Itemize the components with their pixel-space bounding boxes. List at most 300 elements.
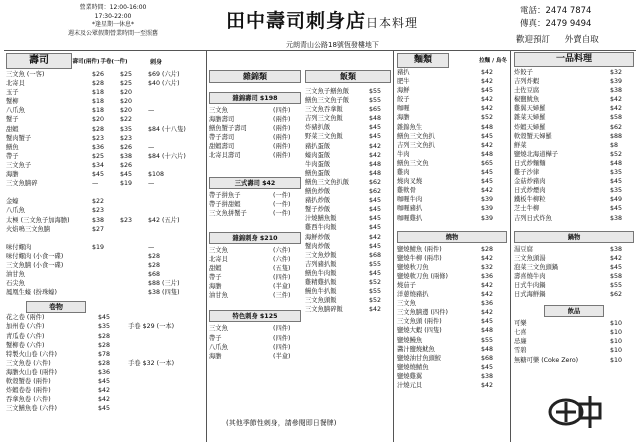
rice-item-row — [305, 114, 391, 123]
grill-item-row — [397, 345, 507, 354]
header-divider — [4, 50, 636, 51]
fried-item-name: 鹽燒北海道樺子 — [514, 150, 559, 158]
rice-item-price: $42 — [369, 306, 382, 314]
combo-item-name: 海膽壽司 — [209, 116, 235, 124]
sushi-item-price: $23 — [92, 134, 105, 142]
grill-item-price: $45 — [481, 363, 494, 371]
fried-item-price: $42 — [610, 105, 623, 113]
grill-item-name: 三文魚腩邊 (四件) — [397, 309, 448, 317]
pot-item-price: $38 — [610, 245, 623, 253]
drink-item-row — [514, 328, 634, 337]
sushi-item-price: $42 (五片) — [148, 216, 180, 224]
sushi-header-roll: 手卷(一件) — [100, 59, 128, 65]
noodle-item-name: 餃子 — [397, 96, 410, 104]
sushi-item-row — [6, 170, 204, 179]
noodle-item-name: 吉列三文魚扒 — [397, 141, 435, 149]
noodle-item-price: $45 — [481, 169, 494, 177]
roll-item-price: $45 — [98, 378, 111, 385]
sushi-item-name: 甜蝦 — [6, 125, 19, 133]
rice-item-row — [305, 178, 391, 187]
sushi-header-row — [6, 52, 204, 70]
noodle-item-row — [397, 86, 507, 95]
fried-item-row — [514, 214, 634, 223]
rice-item-name: 海鮮炒飯 — [305, 233, 331, 241]
rice-item-price: $48 — [369, 160, 382, 168]
grill-item-name: 鹽燒雞翼 — [397, 372, 423, 380]
combo-set1-title: 雜錦壽司 $198 — [209, 92, 301, 104]
combo-item-row — [209, 246, 301, 255]
combo-item-price: (兩件) — [273, 152, 291, 160]
combo-item-name: 三文魚拼蟹子 — [209, 209, 247, 217]
sushi-item-price — [148, 234, 204, 243]
rice-item-price: $45 — [369, 224, 382, 232]
sushi-item-price: $88 (三片) — [148, 280, 180, 288]
combo-set2-title: 三式壽司 $42 — [209, 177, 301, 189]
noodles-section — [397, 52, 507, 390]
roll-item-name: 軟殼蟹卷 (兩件) — [6, 378, 51, 385]
sushi-item-price: — — [92, 180, 99, 188]
noodle-item-row — [397, 123, 507, 132]
fried-item-name: 雞子沙律 — [514, 169, 540, 177]
rice-item-name: 鱔魚三文魚子飯 — [305, 97, 350, 105]
noodle-item-price: $45 — [481, 132, 494, 140]
grill-item-name: 鹽燒大蝦 (四隻) — [397, 327, 442, 335]
rice-item-name: 鱔魚炒飯 — [305, 188, 331, 196]
sushi-item-price — [120, 225, 148, 234]
sushi-item-price — [148, 188, 204, 197]
grill-item-row — [397, 245, 507, 254]
sushi-item-row — [6, 270, 204, 279]
combo-item-price: (四件) — [273, 334, 291, 342]
rice-item-name: 蟹肉炒飯 — [305, 242, 331, 250]
footer-note: (其他季節性刺身，請參閱即日餐牌) — [226, 419, 337, 427]
noodle-item-row — [397, 132, 507, 141]
grill-item-row — [397, 290, 507, 299]
sushi-item-row — [6, 79, 204, 88]
noodles-header-row — [397, 52, 507, 68]
rice-item-row — [305, 123, 391, 132]
sushi-item-row — [6, 234, 204, 243]
roll-item-row — [6, 322, 204, 331]
drink-item-name: 忌廉 — [514, 338, 527, 346]
sushi-item-price: $34 — [92, 161, 105, 169]
combo-item-name: 三文魚 — [209, 325, 228, 333]
grill-item-name: 醬汁鹽燒魷魚 — [397, 345, 435, 353]
sushi-item-row — [6, 125, 204, 134]
rice-item-name: 三文魚炒飯 — [305, 251, 337, 259]
drink-item-name: 無糖可樂 (Coke Zero) — [514, 356, 579, 364]
combo-item-price: (兩件) — [273, 125, 291, 133]
combo-item-row — [209, 291, 301, 300]
roll-item-row — [6, 377, 204, 386]
sushi-item-name: 三文魚腩碎 — [6, 180, 38, 188]
noodle-item-price: $42 — [481, 141, 494, 149]
combo-set4-title: 特色刺身 $125 — [209, 310, 301, 322]
noodle-item-name: 咖喱 — [397, 105, 410, 113]
rice-item-price: $42 — [369, 142, 382, 150]
rice-item-price: $42 — [369, 233, 382, 241]
sushi-item-name: 八爪魚 — [6, 107, 25, 115]
grill-item-name: 鹽燒牛柳 (兩串) — [397, 254, 442, 262]
combo-item-name: 海膽 — [209, 283, 222, 291]
sushi-item-name: 火焰鳴三文魚腩 — [6, 225, 51, 233]
combo-item-price: (六件) — [273, 255, 291, 263]
combo-item-name: 北寄貝壽司 — [209, 152, 241, 160]
sushi-item-price: $28 — [148, 252, 161, 260]
rice-item-row — [305, 105, 391, 114]
sushi-item-price — [120, 252, 148, 261]
pot-item-price: $55 — [610, 281, 623, 289]
sushi-item-name: 蟹肉蟹子 — [6, 134, 32, 142]
drink-item-row — [514, 319, 634, 328]
grill-item-row — [397, 299, 507, 308]
sushi-item-price — [92, 279, 120, 288]
combo-item-row — [209, 200, 301, 209]
noodle-item-row — [397, 214, 507, 223]
sushi-item-row — [6, 188, 204, 197]
rice-item-row — [305, 205, 391, 214]
fried-item-name: 吉列炸蝦 — [514, 78, 540, 86]
roll-item-name: 三文鱔魚卷 (六件) — [6, 405, 57, 413]
pot-title: 鍋物 — [514, 231, 634, 243]
pot-item-name: 三文魚頭湯 — [514, 254, 546, 262]
noodle-item-name: 雜錦魚生 — [397, 123, 423, 131]
sushi-item-row — [6, 279, 204, 288]
grill-item-row — [397, 317, 507, 326]
col-divider-2 — [393, 50, 394, 442]
rice-item-row — [305, 251, 391, 260]
fried-item-price: $88 — [610, 132, 623, 140]
noodle-item-name: 鱔魚三文魚扒 — [397, 132, 435, 140]
fried-item-name: 金菇炒豬肉 — [514, 178, 546, 186]
hours-label: 營業時間：12:00-16:00 — [79, 4, 147, 11]
fried-item-row — [514, 123, 634, 132]
sushi-item-name: 八爪魚 — [6, 207, 25, 215]
fried-item-price: $32 — [610, 69, 623, 76]
sushi-item-price — [120, 243, 148, 252]
rice-item-name: 炸豬扒飯 — [305, 124, 331, 132]
grill-item-row — [397, 272, 507, 281]
sushi-item-price: $26 — [92, 71, 105, 78]
sushi-item-name — [6, 234, 92, 243]
rice-item-price: $45 — [369, 269, 382, 277]
roll-item-name: 蟹柳卷 (六件) — [6, 341, 45, 349]
roll-item-price — [128, 313, 204, 322]
sushi-item-price: $69 (六片) — [148, 71, 180, 78]
drink-item-price: $10 — [610, 356, 623, 364]
combo-item-row — [209, 343, 301, 352]
drink-item-price: $10 — [610, 347, 623, 355]
closed-day: *逢星期一休息* — [91, 21, 134, 28]
sushi-item-price — [120, 206, 148, 215]
sushi-item-name: 油甘魚 — [6, 271, 25, 279]
sushi-header-sashimi: 刺身 — [149, 58, 162, 66]
pot-item-row — [514, 281, 634, 290]
roll-item-price: $28 — [98, 359, 111, 367]
combo-item-row — [209, 255, 301, 264]
drink-item-row — [514, 337, 634, 346]
sushi-item-name: 鱔魚 — [6, 143, 19, 151]
sushi-item-price — [148, 115, 204, 124]
fried-item-row — [514, 186, 634, 195]
grill-item-price: $48 — [481, 345, 494, 353]
roll-item-price: 手卷 $32 (一本) — [128, 359, 175, 367]
sushi-item-name: 三文魚 (一客) — [6, 71, 45, 78]
hours-evening: 17:30-22:00 — [94, 12, 132, 20]
sushi-item-price — [120, 261, 148, 270]
side-dishes-section — [514, 52, 634, 365]
sushi-item-price: — — [148, 243, 155, 251]
rice-item-price: $55 — [369, 88, 382, 95]
logo-icon — [546, 390, 604, 430]
noodle-item-name: 咖喱雞扒 — [397, 214, 423, 222]
rice-item-name: 豬扒蛋飯 — [305, 142, 331, 150]
grill-item-name: 三文魚頭 (兩件) — [397, 318, 442, 326]
noodle-item-name: 鱔魚三文魚 — [397, 159, 429, 167]
sushi-item-price — [92, 288, 120, 297]
contact-block — [520, 5, 591, 31]
roll-item-price: $45 — [98, 314, 111, 322]
rice-item-name: 鱔魚三文魚扒飯 — [305, 178, 350, 186]
sushi-item-price — [148, 161, 204, 170]
noodle-item-row — [397, 204, 507, 213]
rice-item-price: $55 — [369, 260, 382, 268]
sushi-item-name: 金蠔 — [6, 198, 19, 206]
sushi-item-price — [120, 188, 148, 197]
combo-item-row — [209, 264, 301, 273]
combo-set3-list — [209, 246, 301, 301]
noodle-item-name: 肥牛 — [397, 78, 410, 86]
sushi-item-price: $18 — [92, 107, 105, 115]
combo-item-price: (三件) — [273, 292, 291, 300]
fried-title: 一品料理 — [514, 52, 634, 67]
roll-item-price — [128, 395, 204, 404]
combo-item-price: (四件) — [273, 325, 291, 333]
rice-item-name: 雞精雞扒飯 — [305, 278, 337, 286]
fried-item-row — [514, 195, 634, 204]
fried-item-name: 吉列日式炸魚 — [514, 214, 552, 222]
sushi-item-price — [120, 197, 148, 206]
fax: 傳真：2479 9494 — [520, 19, 592, 29]
fried-item-row — [514, 177, 634, 186]
fried-item-price: $38 — [610, 214, 623, 222]
rice-item-row — [305, 223, 391, 232]
rice-item-name: 鱔魚蛋飯 — [305, 169, 331, 177]
combo-item-row — [209, 115, 301, 124]
combo-item-name: 北寄貝 — [209, 255, 228, 263]
noodle-item-row — [397, 150, 507, 159]
fried-item-price: $49 — [610, 196, 623, 204]
holiday-note: 週末及公眾假期營業時間一至照舊 — [67, 29, 158, 37]
grill-item-name: 鹽燒燒鯖魚 — [397, 363, 429, 371]
grill-item-row — [397, 281, 507, 290]
sushi-item-row — [6, 88, 204, 97]
combo-title: 雜錦類 — [209, 70, 301, 83]
fried-item-price: $62 — [610, 123, 623, 131]
combo-item-name: 帶子 — [209, 274, 222, 282]
fried-item-name: 土佐豆腐 — [514, 87, 540, 95]
rice-item-price: $45 — [369, 215, 382, 223]
sushi-item-row — [6, 243, 204, 252]
combo-item-name: 帶子拼甜蝦 — [209, 200, 241, 208]
rice-item-price: $42 — [369, 151, 382, 159]
grill-item-price: $48 — [481, 327, 494, 335]
combo-item-price: (四件) — [273, 107, 291, 114]
combo-item-name: 油甘魚 — [209, 292, 228, 300]
sushi-item-name: 三文魚子 — [6, 161, 32, 169]
pot-item-row — [514, 272, 634, 281]
sushi-item-price: $40 (六片) — [148, 80, 180, 88]
fried-item-row — [514, 68, 634, 77]
sushi-item-price: $18 — [92, 89, 105, 97]
rice-item-row — [305, 142, 391, 151]
grill-item-price: $32 — [481, 263, 494, 271]
sushi-item-price — [148, 225, 204, 234]
rice-item-price: $62 — [369, 178, 382, 186]
combo-item-row — [209, 133, 301, 142]
sushi-item-price: $23 — [92, 207, 105, 215]
sushi-item-price: $45 — [92, 171, 105, 179]
rice-item-name: 鰻魚牛扒飯 — [305, 288, 337, 296]
fried-item-price: $45 — [610, 178, 623, 186]
rice-item-price: $55 — [369, 97, 382, 105]
sushi-item-row — [6, 197, 204, 206]
rice-item-row — [305, 87, 391, 96]
sushi-item-price: — — [148, 143, 155, 151]
fried-item-price: $58 — [610, 114, 623, 122]
sushi-item-name: 海膽 — [6, 171, 19, 179]
sushi-item-price — [92, 234, 120, 243]
sushi-item-price: $23 — [120, 134, 133, 142]
drink-item-row — [514, 346, 634, 355]
sushi-item-price — [92, 261, 120, 270]
grill-item-name: 汁燒元貝 — [397, 382, 423, 389]
grill-item-row — [397, 263, 507, 272]
combo-item-price: (一件) — [273, 200, 291, 208]
combo-item-name: 鱔魚蟹子壽司 — [209, 125, 247, 133]
sushi-item-price — [120, 288, 148, 297]
rice-item-row — [305, 242, 391, 251]
roll-item-name: 三文魚卷 (六件) — [6, 359, 51, 367]
roll-item-row — [6, 368, 204, 377]
sushi-item-row — [6, 216, 204, 225]
roll-item-price: $36 — [98, 368, 111, 376]
roll-item-price — [128, 386, 204, 395]
roll-item-price: $78 — [98, 350, 111, 358]
rolls-title: 卷物 — [26, 301, 86, 313]
sushi-item-price: — — [148, 107, 155, 115]
roll-item-row — [6, 386, 204, 395]
sushi-item-name: 帶子 — [6, 152, 19, 160]
rice-item-price: $48 — [369, 115, 382, 123]
grill-title: 燒物 — [397, 231, 507, 243]
combo-item-price: (半盒) — [273, 283, 291, 291]
noodle-item-row — [397, 104, 507, 113]
pot-item-price: $45 — [610, 263, 623, 271]
rolls-list — [6, 313, 204, 413]
fried-list — [514, 68, 634, 223]
roll-item-price: $42 — [98, 387, 111, 395]
sushi-item-price: $108 — [148, 171, 165, 179]
fried-item-name: 日式炒麵麵 — [514, 159, 546, 167]
rice-item-name: 蠔肉蛋飯 — [305, 151, 331, 159]
combo-item-row — [209, 142, 301, 151]
combo-item-row — [209, 352, 301, 361]
fried-item-price: $42 — [610, 96, 623, 104]
noodle-item-price: $42 — [481, 105, 494, 113]
fried-item-price: $48 — [610, 159, 623, 167]
grill-item-name: 鹽燒油甘魚頭鮫 — [397, 354, 442, 362]
fried-item-name: 雜菜天婦羅 — [514, 114, 546, 122]
rice-item-name: 汁燒鱔魚飯 — [305, 215, 337, 223]
sushi-item-price: $35 — [120, 125, 133, 133]
sushi-item-price: $68 — [148, 271, 161, 279]
sushi-item-row — [6, 106, 204, 115]
noodles-title: 麵類 — [397, 53, 449, 68]
roll-item-name: 吞拿魚卷 (六件) — [6, 396, 51, 404]
noodle-item-row — [397, 159, 507, 168]
sushi-item-name: 蟹子 — [6, 116, 19, 124]
noodle-item-name: 雞肉 — [397, 169, 410, 177]
sushi-item-price — [148, 197, 204, 206]
roll-item-row — [6, 332, 204, 341]
sushi-item-price — [120, 270, 148, 279]
noodle-item-price: $48 — [481, 123, 494, 131]
rice-item-name: 牛肉蛋飯 — [305, 160, 331, 168]
sushi-item-row — [6, 70, 204, 79]
sushi-header-sushi: 壽司(兩件) — [72, 59, 100, 65]
combo-item-row — [209, 124, 301, 133]
combo-item-price: (四件) — [273, 343, 291, 351]
combo-item-name: 帶子壽司 — [209, 134, 235, 142]
noodle-item-price: $42 — [481, 78, 494, 86]
col-divider-1 — [206, 50, 207, 442]
fried-item-price: $38 — [610, 87, 623, 95]
noodle-item-row — [397, 168, 507, 177]
sushi-item-price: $84 (十六片) — [148, 152, 186, 160]
grill-item-price: $28 — [481, 245, 494, 253]
rice-item-row — [305, 260, 391, 269]
sushi-section — [6, 52, 204, 413]
roll-item-price — [128, 368, 204, 377]
grill-item-row — [397, 354, 507, 363]
drink-item-row — [514, 356, 634, 365]
drink-item-name: 雪碧 — [514, 347, 527, 355]
fried-item-row — [514, 104, 634, 113]
sushi-item-price: $28 — [92, 125, 105, 133]
tag-takeaway: 外賣自取 — [564, 35, 599, 45]
sushi-item-price: $25 — [92, 152, 105, 160]
address: 元朗青山公路18號恆發樓地下 — [286, 41, 379, 49]
fried-item-name: 炸蝦天婦羅 — [514, 123, 546, 131]
combo-set2-list — [209, 191, 301, 218]
noodle-item-name: 海鮮 — [397, 87, 410, 95]
sushi-item-price: $23 — [120, 216, 133, 224]
combo-item-price: (一件) — [273, 191, 291, 199]
grill-item-name: 鹽燒鯖魚 (兩件) — [397, 245, 442, 253]
sushi-item-price: $28 — [148, 261, 161, 269]
combo-item-name: 帶子拼魚子 — [209, 191, 241, 199]
grill-item-row — [397, 336, 507, 345]
pot-item-price: $62 — [610, 291, 623, 299]
roll-item-name: 炸蝦卷卷 (兩件) — [6, 387, 51, 395]
sushi-item-price: $20 — [92, 116, 105, 124]
hours-block — [38, 4, 188, 38]
combo-item-row — [209, 324, 301, 333]
pot-item-price: $58 — [610, 272, 623, 280]
fried-item-price: $35 — [610, 169, 623, 177]
fried-item-row — [514, 204, 634, 213]
